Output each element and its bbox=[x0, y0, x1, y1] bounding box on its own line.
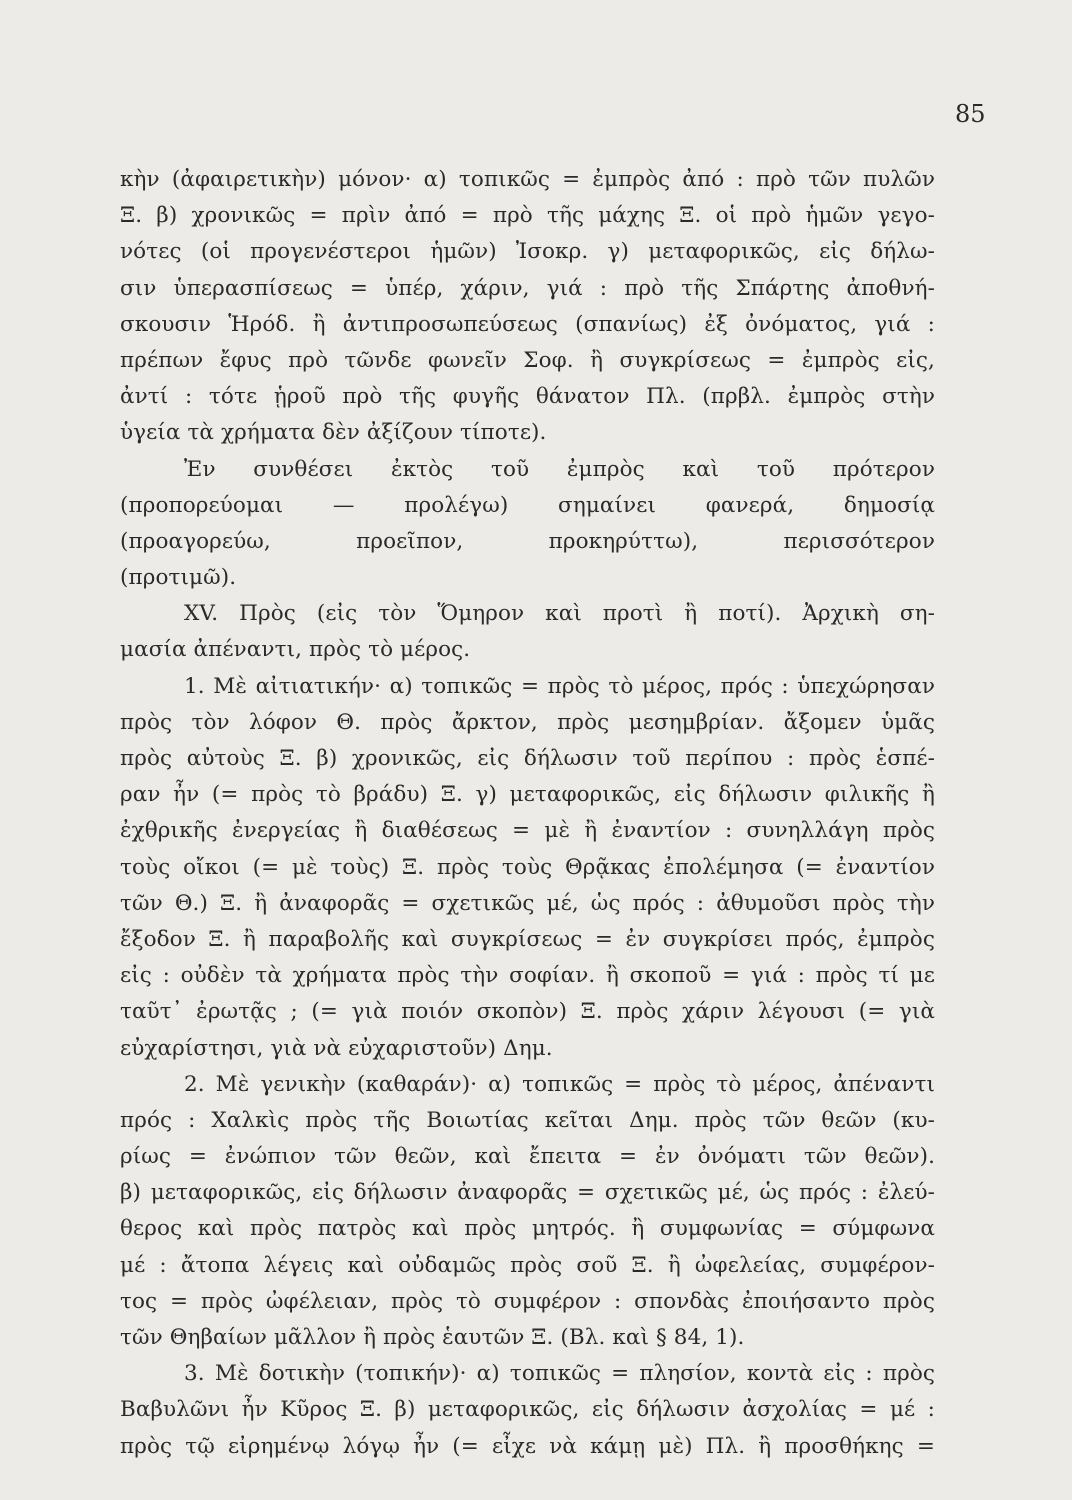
text-line: σιν ὑπερασπίσεως = ὑπέρ, χάριν, γιά : πρὸ τῆς Σπάρτης ἀποθνή- bbox=[120, 275, 935, 301]
text-line: ραν ἦν (= πρὸς τὸ βράδυ) Ξ. γ) μεταφορικῶς, εἰς δήλωσιν φιλικῆς ἢ bbox=[120, 782, 935, 808]
text-line: θερος καὶ πρὸς πατρὸς καὶ πρὸς μητρός. ἢ συμφωνίας = σύμφωνα bbox=[120, 1216, 935, 1242]
text-line: β) μεταφορικῶς, εἰς δήλωσιν ἀναφορᾶς = σχετικῶς μέ, ὡς πρός : ἐλεύ- bbox=[120, 1180, 935, 1206]
text-line: Ξ. β) χρονικῶς = πρὶν ἀπό = πρὸ τῆς μάχης Ξ. οἱ πρὸ ἡμῶν γεγο- bbox=[120, 203, 935, 229]
text-line: τῶν Θηβαίων μᾶλλον ἢ πρὸς ἑαυτῶν Ξ. (Βλ. καὶ § 84, 1). bbox=[120, 1325, 745, 1350]
text-line: (προτιμῶ). bbox=[120, 565, 237, 591]
text-line: τοὺς οἴκοι (= μὲ τοὺς) Ξ. πρὸς τοὺς Θρᾷκας ἐπολέμησα (= ἐναντίον bbox=[120, 854, 935, 880]
text-line: μασία ἀπέναντι, πρὸς τὸ μέρος. bbox=[120, 637, 471, 663]
page-number: 85 bbox=[955, 100, 986, 128]
text-line: εὐχαρίστησι, γιὰ νὰ εὐχαριστοῦν) Δημ. bbox=[120, 1035, 553, 1061]
text-line: ταῦτ᾽ ἐρωτᾷς ; (= γιὰ ποιόν σκοπὸν) Ξ. πρὸς χάριν λέγουσι (= γιὰ bbox=[120, 999, 935, 1025]
text-line: ἀντί : τότε ᾑροῦ πρὸ τῆς φυγῆς θάνατον Πλ. (πρβλ. ἐμπρὸς στὴν bbox=[120, 384, 935, 410]
text-line: Ἐν συνθέσει ἐκτὸς τοῦ ἐμπρὸς καὶ τοῦ πρότερον bbox=[184, 456, 935, 482]
text-line: κὴν (ἀφαιρετικὴν) μόνον· α) τοπικῶς = ἐμπρὸς ἀπό : πρὸ τῶν πυλῶν bbox=[120, 167, 935, 192]
text-line: XV. Πρὸς (εἰς τὸν Ὅμηρον καὶ προτὶ ἢ ποτί). Ἀρχικὴ ση- bbox=[184, 601, 935, 627]
text-line: νότες (οἱ προγενέστεροι ἡμῶν) Ἰσοκρ. γ) μεταφορικῶς, εἰς δήλω- bbox=[120, 239, 935, 265]
text-line: πρέπων ἔφυς πρὸ τῶνδε φωνεῖν Σοφ. ἢ συγκρίσεως = ἐμπρὸς εἰς, bbox=[120, 347, 935, 373]
text-line: μέ : ἄτοπα λέγεις καὶ οὐδαμῶς πρὸς σοῦ Ξ. ἢ ὠφελείας, συμφέρον- bbox=[120, 1252, 935, 1278]
text-line: τῶν Θ.) Ξ. ἢ ἀναφορᾶς = σχετικῶς μέ, ὡς πρός : ἀθυμοῦσι πρὸς τὴν bbox=[120, 890, 935, 916]
text-line: εἰς : οὐδὲν τὰ χρήματα πρὸς τὴν σοφίαν. ἢ σκοποῦ = γιά : πρὸς τί με bbox=[120, 963, 935, 989]
text-line: ἐχθρικῆς ἐνεργείας ἢ διαθέσεως = μὲ ἢ ἐναντίον : συνηλλάγη πρὸς bbox=[120, 818, 935, 844]
text-line: πρός : Χαλκὶς πρὸς τῆς Βοιωτίας κεῖται Δημ. πρὸς τῶν θεῶν (κυ- bbox=[120, 1107, 935, 1133]
body-text bbox=[120, 162, 935, 1465]
text-line: 2. Μὲ γενικὴν (καθαράν)· α) τοπικῶς = πρὸς τὸ μέρος, ἀπέναντι bbox=[184, 1071, 935, 1097]
text-line: 1. Μὲ αἰτιατικήν· α) τοπικῶς = πρὸς τὸ μέρος, πρός : ὑπεχώρησαν bbox=[184, 673, 935, 699]
text-line: πρὸς αὐτοὺς Ξ. β) χρονικῶς, εἰς δήλωσιν τοῦ περίπου : πρὸς ἑσπέ- bbox=[120, 746, 935, 771]
text-line: ἔξοδον Ξ. ἢ παραβολῆς καὶ συγκρίσεως = ἐν συγκρίσει πρός, ἐμπρὸς bbox=[120, 926, 935, 952]
text-line: 3. Μὲ δοτικὴν (τοπικήν)· α) τοπικῶς = πλησίον, κοντὰ εἰς : πρὸς bbox=[184, 1361, 935, 1387]
text-line: (προπορεύομαι — προλέγω) σημαίνει φανερά, δημοσίᾳ bbox=[120, 492, 935, 518]
text-line: σκουσιν Ἡρόδ. ἢ ἀντιπροσωπεύσεως (σπανίως) ἐξ ὀνόματος, γιά : bbox=[120, 311, 935, 337]
text-line: (προαγορεύω, προεῖπον, προκηρύττω), περισσότερον bbox=[120, 528, 935, 554]
text-line: Βαβυλῶνι ἦν Κῦρος Ξ. β) μεταφορικῶς, εἰς δήλωσιν ἀσχολίας = μέ : bbox=[120, 1397, 935, 1423]
text-line: ρίως = ἐνώπιον τῶν θεῶν, καὶ ἔπειτα = ἐν ὀνόματι τῶν θεῶν). bbox=[120, 1144, 935, 1170]
text-line: πρὸς τῷ εἰρημένῳ λόγῳ ἦν (= εἶχε νὰ κάμῃ μὲ) Πλ. ἢ προσθήκης = bbox=[120, 1433, 935, 1459]
text-line: ὑγεία τὰ χρήματα δὲν ἀξίζουν τίποτε). bbox=[120, 420, 547, 446]
text-line: πρὸς τὸν λόφον Θ. πρὸς ἄρκτον, πρὸς μεσημβρίαν. ἄξομεν ὑμᾶς bbox=[120, 709, 935, 735]
text-line: τος = πρὸς ὠφέλειαν, πρὸς τὸ συμφέρον : σπονδὰς ἐποιήσαντο πρὸς bbox=[120, 1288, 935, 1314]
